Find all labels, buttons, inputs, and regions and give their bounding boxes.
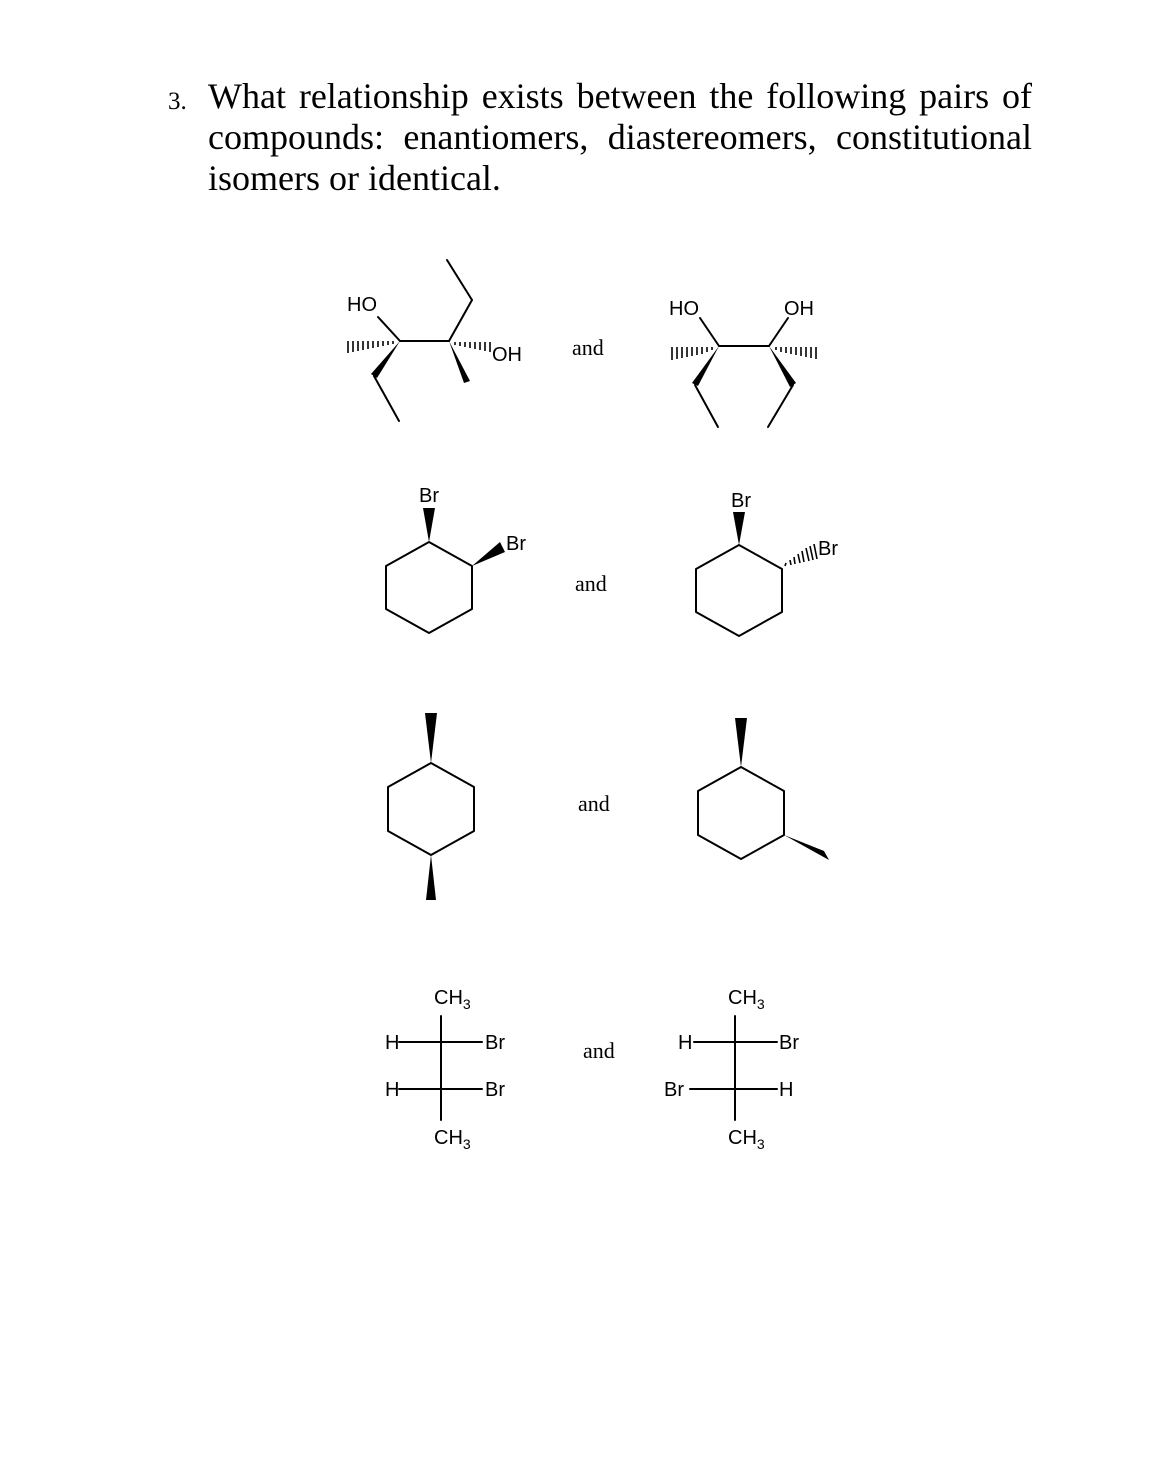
fischer-right-row2-left: Br — [664, 1079, 684, 1101]
fischer-left — [385, 987, 505, 1152]
fischer-right-bottom-group: $CH_3$ — [728, 1127, 765, 1152]
pair1-right-ho-label: HO — [669, 298, 699, 320]
pair1-left-structure — [347, 260, 522, 421]
fischer-right-row1-right: Br — [779, 1032, 799, 1054]
fischer-right-top-group: $CH_3$ — [728, 987, 765, 1012]
fischer-left-row2-right: Br — [485, 1079, 505, 1101]
fischer-left-bottom-group: $CH_3$ — [434, 1127, 471, 1152]
pair3-and-label: and — [578, 791, 610, 816]
pair1-right-structure — [669, 298, 816, 427]
fischer-right-row2-right: H — [779, 1079, 794, 1101]
fischer-left-row1-left: H — [385, 1032, 400, 1054]
pair1-left-hash-left — [348, 341, 393, 353]
pair1-and-label: and — [572, 335, 604, 360]
fischer-right-row1-left: H — [678, 1032, 693, 1054]
pair3-right-structure — [698, 718, 829, 860]
pair2-left-br-side-label: Br — [506, 533, 526, 555]
question-text: What relationship exists between the following pairs of compounds: enantiomers, diastereomers, constitutional isomers or identical. — [208, 76, 1032, 198]
pair1-right-hash-right — [776, 347, 816, 359]
pair4-and-label: and — [583, 1038, 615, 1063]
pair2-left-structure — [386, 485, 526, 633]
pair2-right-structure — [696, 490, 838, 636]
pair1-left-ho-label: HO — [347, 294, 377, 316]
pair2-right-br-top-label: Br — [731, 490, 751, 512]
pair2-right-br-side-label: Br — [818, 538, 838, 560]
pair1-right-hash-left — [672, 347, 712, 360]
question-number: 3. — [168, 88, 187, 115]
pair3-left-structure — [388, 713, 474, 900]
fischer-left-row1-right: Br — [485, 1032, 505, 1054]
pair2-and-label: and — [575, 571, 607, 596]
pair2-left-br-top-label: Br — [419, 485, 439, 507]
pair1-right-oh-label: OH — [784, 298, 814, 320]
fischer-left-row2-left: H — [385, 1079, 400, 1101]
pair2-right-hash — [785, 544, 817, 566]
fischer-left-top-group: $CH_3$ — [434, 987, 471, 1012]
pair1-left-oh-label: OH — [492, 344, 522, 366]
fischer-right — [664, 987, 799, 1152]
pair1-left-hash-right — [455, 342, 490, 352]
